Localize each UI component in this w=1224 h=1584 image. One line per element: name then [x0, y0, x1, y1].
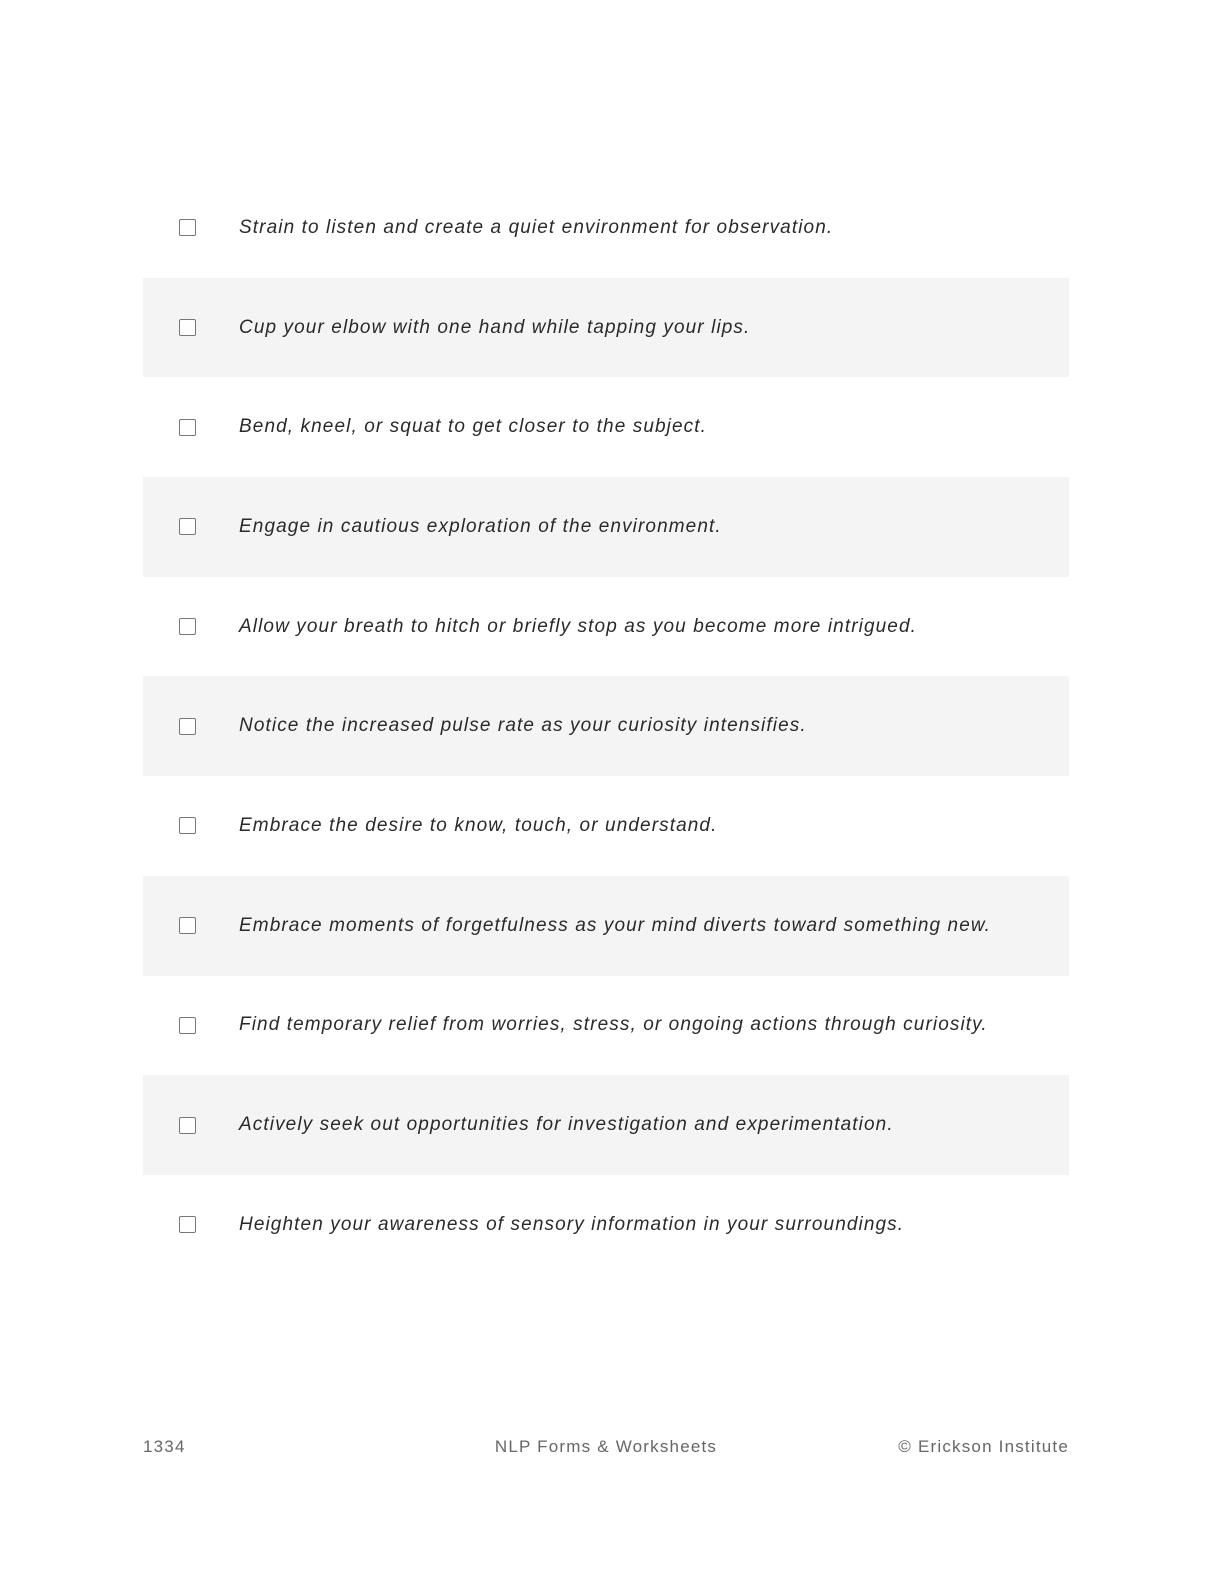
checkbox[interactable] — [179, 817, 196, 834]
checklist-item-label: Bend, kneel, or squat to get closer to the subject. — [239, 416, 708, 438]
checklist-item-label: Engage in cautious exploration of the environment. — [239, 515, 722, 537]
checklist-item-label: Find temporary relief from worries, stress, or ongoing actions through curiosity. — [239, 1014, 988, 1036]
checklist-item-label: Actively seek out opportunities for investigation and experimentation. — [239, 1114, 894, 1136]
checklist-item — [143, 1175, 1069, 1275]
checkbox[interactable] — [179, 718, 196, 735]
checklist-item — [143, 377, 1069, 477]
checklist-item-label: Embrace moments of forgetfulness as your mind diverts toward something new. — [239, 914, 992, 936]
checkbox[interactable] — [179, 518, 196, 535]
checklist-item-label: Notice the increased pulse rate as your curiosity intensifies. — [239, 715, 807, 737]
checkbox[interactable] — [179, 618, 196, 635]
footer-title: NLP Forms & Worksheets — [494, 1437, 718, 1456]
checklist-item-label: Allow your breath to hitch or briefly stop as you become more intrigued. — [239, 615, 917, 637]
checklist-item-label: Cup your elbow with one hand while tapping your lips. — [239, 316, 751, 338]
checklist-item — [143, 876, 1069, 976]
checklist-item — [143, 976, 1069, 1076]
checklist-item-label: Embrace the desire to know, touch, or understand. — [239, 814, 718, 836]
checkbox[interactable] — [179, 319, 196, 336]
checklist-item-label: Strain to listen and create a quiet environment for observation. — [239, 216, 834, 238]
checkbox[interactable] — [179, 1216, 196, 1233]
checkbox[interactable] — [179, 219, 196, 236]
page-number: 1334 — [143, 1437, 186, 1456]
checklist-item — [143, 178, 1069, 278]
checkbox[interactable] — [179, 1017, 196, 1034]
checklist-item — [143, 477, 1069, 577]
checklist-item — [143, 776, 1069, 876]
checklist — [143, 178, 1069, 1275]
checklist-item — [143, 278, 1069, 378]
checklist-item-label: Heighten your awareness of sensory information in your surroundings. — [239, 1213, 905, 1235]
checkbox[interactable] — [179, 1117, 196, 1134]
checklist-item — [143, 676, 1069, 776]
checklist-item — [143, 577, 1069, 677]
footer-copyright: © Erickson Institute — [898, 1437, 1069, 1456]
checkbox[interactable] — [179, 917, 196, 934]
checkbox[interactable] — [179, 419, 196, 436]
checklist-item — [143, 1075, 1069, 1175]
